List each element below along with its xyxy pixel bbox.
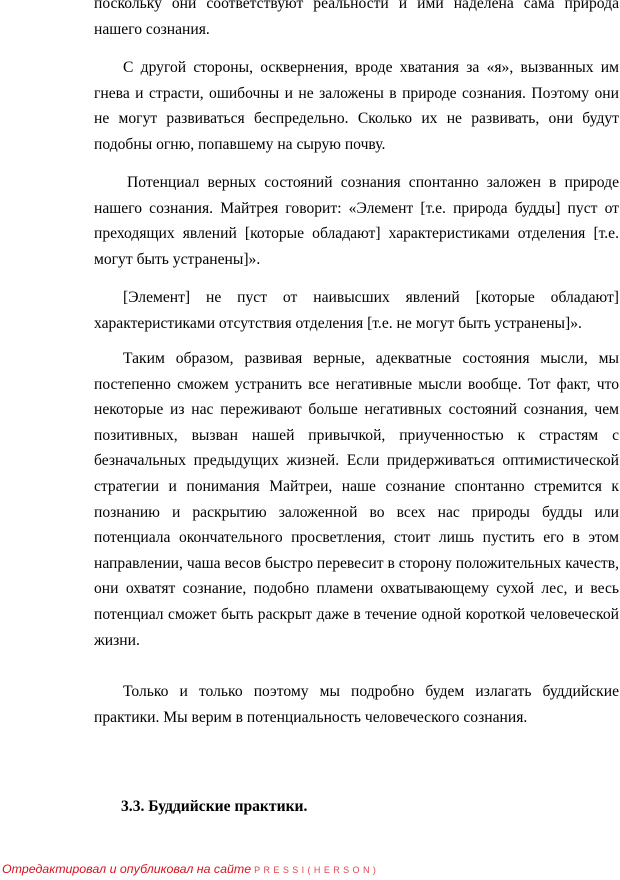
paragraph-2 [94,55,619,157]
paragraph-1 [94,0,619,42]
paragraph-3 [94,170,619,272]
footer-credit [2,861,379,878]
paragraph-text: [Элемент] не пуст от наивысших явлений [которые обладают] характеристиками отсутствия отделения [т.е. не могут быть устранены]». [94,289,619,332]
paragraph-6 [94,679,619,730]
paragraph-text: Потенциал верных состояний сознания спонтанно заложен в природе нашего сознания. Майтрея говорит: «Элемент [т.е. природа будды] пуст от преходящих явлений [которые обладают] характеристиками отделения [т.е. могут быть устранены]». [94,174,619,268]
footer-text: Отредактировал и опубликовал на сайте [2,862,252,876]
footer-brand[interactable]: PRESSI(HERSON) [254,865,380,875]
paragraph-text: С другой стороны, осквернения, вроде хватания за «я», вызванных им гнева и страсти, ошибочны и не заложены в природе сознания. Поэтому они не могут развиваться беспредельно. Сколько их не развивать, они будут подобны огню, попавшему на сырую почву. [94,59,619,153]
section-heading: 3.3. Буддийские практики. [121,798,308,815]
paragraph-5 [94,346,619,653]
paragraph-text: поскольку они соответствуют реальности и ими наделена сама природа нашего сознания. [94,0,619,38]
paragraph-text: Таким образом, развивая верные, адекватные состояния мысли, мы постепенно сможем устранить все негативные мысли вообще. Тот факт, что некоторые из нас переживают больше негативных состояний сознания, чем позитивных, вызван нашей привычкой, приученностью к страстям с безначальных предыдущих жизней. Если придерживаться оптимистической стратегии и понимания Майтреи, наше сознание спонтанно стремится к познанию и раскрытию заложенной во всех нас природы будды или потенциала окончательного просветления, стоит лишь пустить его в этом направлении, чаша весов быстро перевесит в сторону положительных качеств, они охватят сознание, подобно пламени охватывающему сухой лес, и весь потенциал сможет быть раскрыт даже в течение одной короткой человеческой жизни. [94,350,619,649]
paragraph-4 [94,285,619,336]
paragraph-text: Только и только поэтому мы подробно будем излагать буддийские практики. Мы верим в потенциальность человеческого сознания. [94,683,619,726]
